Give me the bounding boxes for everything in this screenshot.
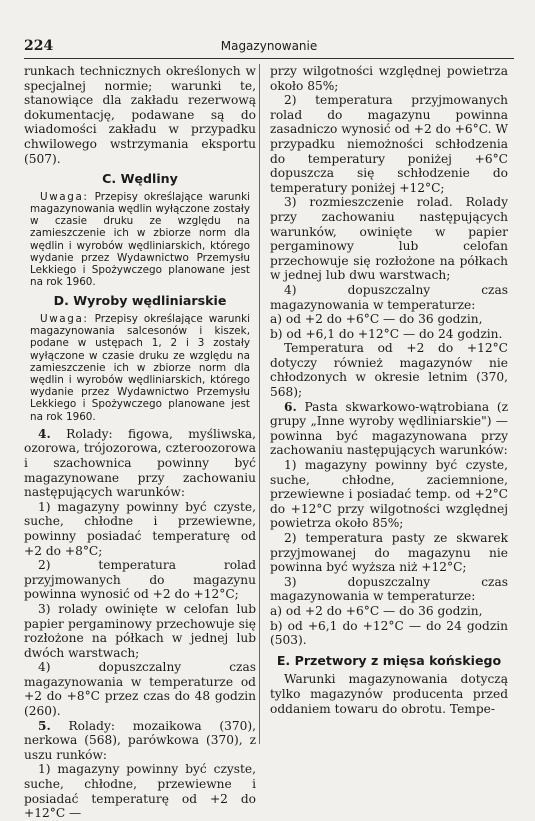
right-column [270,64,508,716]
item-6-3a: a) od +2 do +6°C — do 36 godzin, [270,603,483,618]
running-title: Magazynowanie [220,39,318,53]
note-label: Uwaga: [40,312,89,325]
paragraph-continuation: runkach technicznych określonych w specjalnej normie; warunki te, stanowiące dla zakładu rezerwową dokumentację, podawane są do wiadomości zakładu w przypadku chwilowego wstrzymania eksportu (507). [24,64,256,166]
item-5 [24,719,256,763]
section-heading-d: D. Wyroby wędliniarskie [53,293,227,309]
item-6-2: 2) temperatura pasty ze skwarek przyjmowanej do magazynu nie powinna być wyższa niż +12°C; [270,531,508,575]
note-text: Przepisy określające warunki magazynowania wędlin wyłączone zostały w czasie druku ze względu na zamieszczenie ich w zbiorze norm dla wędlin i wyrobów wędliniarskich, którego wydanie przez Wydawnictwo Przemysłu Lekkiego i Spożywczego planowane jest na rok 1960. [30,190,251,289]
item-5-3: 3) rozmieszczenie rolad. Rolady przy zachowaniu następujących warunków, owinięte w papier pergaminowy lub celofan przechowuje się rozłożone na półkach w jednej lub dwu warstwach; [270,195,508,283]
item-4-3: 3) rolady owinięte w celofan lub papier pergaminowy przechowuje się rozłożone na półkach w jednej lub dwóch warstwach; [24,601,256,660]
note-d [30,313,250,423]
item-6 [270,400,508,458]
item-4 [24,427,256,500]
column-divider [259,64,260,744]
section-e-paragraph: Warunki magazynowania dotyczą tylko magazynów producenta przed oddaniem towaru do obrotu. Tempe- [270,672,508,716]
item-4-2: 2) temperatura rolad przyjmowanych do magazynu powinna wynosić od +2 do +12°C; [24,558,256,602]
item-5-1: 1) magazyny powinny być czyste, suche, chłodne, przewiewne i posiadać temperaturę od +2 do +12°C — [24,762,256,821]
page-number: 224 [24,38,54,54]
item-4-4: 4) dopuszczalny czas magazynowania w temperaturze od +2 do +8°C przez czas do 48 godzin (260). [24,660,256,719]
item-number: 5. [38,718,51,733]
item-text: Pasta skwarkowo-wątrobiana (z grupy „Inne wyroby wędliniarskie") — powinna być magazynowana przy zachowaniu następujących warunków: [270,399,509,458]
item-number: 6. [284,399,297,414]
note-label: Uwaga: [40,190,89,203]
item-text: Rolady: figowa, myśliwska, ozorowa, trójozorowa, czteroozorowa i szachownica powinny być magazynowane przy zachowaniu następujących warunków: [24,426,257,500]
temperature-note: Temperatura od +2 do +12°C dotyczy również magazynów nie chłodzonych w okresie letnim (370, 568); [270,341,508,400]
item-6-1: 1) magazyny powinny być czyste, suche, chłodne, zaciemnione, przewiewne i posiadać temp. od +2°C do +12°C przy wilgotności względnej powietrza około 85%; [270,458,508,531]
item-text: Rolady: mozaikowa (370), nerkowa (568), parówkowa (370), z uszu runków: [24,718,256,762]
item-5-4b: b) od +6,1 do +12°C — do 24 godzin. [270,326,503,341]
left-column [24,64,256,821]
item-4-1: 1) magazyny powinny być czyste, suche, chłodne i przewiewne, powinny posiadać temperaturę od +2 do +8°C; [24,499,256,558]
section-heading-c: C. Wędliny [102,171,178,187]
section-heading-e: E. Przetwory z mięsa końskiego [276,652,502,668]
paragraph-continuation: przy wilgotności względnej powietrza około 85%; [270,64,508,93]
note-text: Przepisy określające warunki magazynowania salcesonów i kiszek, podane w ustępach 1, 2 i 3 zostały wyłączone w czasie druku ze względu na zamieszczenie ich w zbiorze norm dla wędlin i wyrobów wędliniarskich, którego wydanie przez Wydawnictwo Przemysłu Lekkiego i Spożywczego planowane jest na rok 1960. [30,312,251,423]
note-c [30,191,250,289]
page-header [24,38,514,59]
item-6-3: 3) dopuszczalny czas magazynowania w temperaturze: [270,574,508,604]
item-5-4a: a) od +2 do +6°C — do 36 godzin, [270,312,483,327]
item-number: 4. [38,426,51,441]
item-5-4: 4) dopuszczalny czas magazynowania w temperaturze: [270,282,508,312]
item-5-2: 2) temperatura przyjmowanych rolad do magazynu powinna zasadniczo wynosić od +2 do +6°C. W przypadku niemożności schłodzenia do temperatury poniżej +6°C dopuszcza się schłodzenie do temperatury poniżej +12°C; [270,93,508,195]
item-6-3b: b) od +6,1 do +12°C — do 24 godzin (503). [270,618,508,648]
